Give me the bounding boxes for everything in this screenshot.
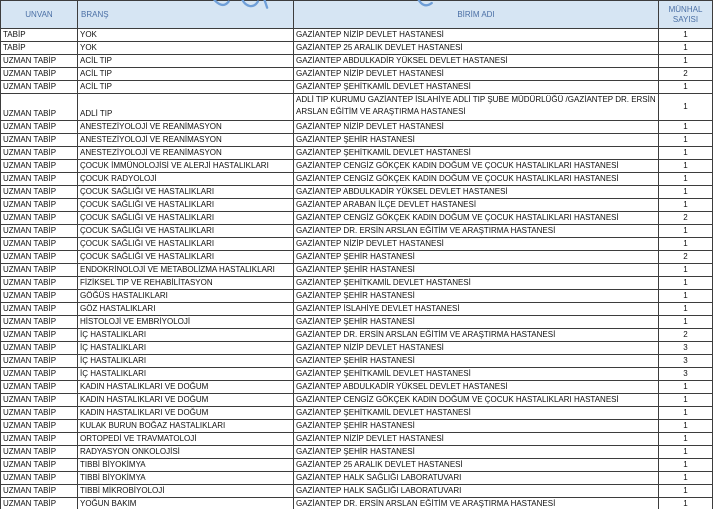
cell-birim: GAZİANTEP 25 ARALIK DEVLET HASTANESİ bbox=[294, 459, 659, 472]
cell-birim: GAZİANTEP NİZİP DEVLET HASTANESİ bbox=[294, 29, 659, 42]
cell-birim: GAZİANTEP ŞEHİR HASTANESİ bbox=[294, 316, 659, 329]
cell-unvan: UZMAN TABİP bbox=[1, 290, 78, 303]
table-row bbox=[1, 251, 713, 264]
cell-unvan: UZMAN TABİP bbox=[1, 329, 78, 342]
cell-brans: YOK bbox=[78, 42, 294, 55]
table-row bbox=[1, 342, 713, 355]
cell-birim: GAZİANTEP ŞEHİTKAMİL DEVLET HASTANESİ bbox=[294, 147, 659, 160]
cell-birim: GAZİANTEP CENGİZ GÖKÇEK KADIN DOĞUM VE ÇOCUK HASTALIKLARI HASTANESİ bbox=[294, 160, 659, 173]
header-munhal: MÜNHAL SAYISI bbox=[659, 1, 713, 29]
cell-birim: GAZİANTEP ŞEHİR HASTANESİ bbox=[294, 290, 659, 303]
cell-unvan: UZMAN TABİP bbox=[1, 381, 78, 394]
table-row bbox=[1, 68, 713, 81]
cell-brans: ANESTEZİYOLOJİ VE REANİMASYON bbox=[78, 121, 294, 134]
cell-brans: ÇOCUK SAĞLIĞI VE HASTALIKLARI bbox=[78, 212, 294, 225]
cell-munhal-sayisi: 1 bbox=[659, 199, 713, 212]
cell-unvan: UZMAN TABİP bbox=[1, 238, 78, 251]
cell-munhal-sayisi: 1 bbox=[659, 446, 713, 459]
cell-birim: GAZİANTEP ŞEHİR HASTANESİ bbox=[294, 134, 659, 147]
table-row bbox=[1, 433, 713, 446]
cell-unvan: UZMAN TABİP bbox=[1, 225, 78, 238]
cell-unvan: UZMAN TABİP bbox=[1, 485, 78, 498]
table-row bbox=[1, 485, 713, 498]
cell-unvan: UZMAN TABİP bbox=[1, 368, 78, 381]
cell-birim: GAZİANTEP 25 ARALIK DEVLET HASTANESİ bbox=[294, 42, 659, 55]
cell-birim: GAZİANTEP CENGİZ GÖKÇEK KADIN DOĞUM VE ÇOCUK HASTALIKLARI HASTANESİ bbox=[294, 173, 659, 186]
cell-munhal-sayisi: 1 bbox=[659, 134, 713, 147]
cell-munhal-sayisi: 1 bbox=[659, 472, 713, 485]
cell-brans: ACİL TIP bbox=[78, 68, 294, 81]
cell-munhal-sayisi: 2 bbox=[659, 251, 713, 264]
cell-birim: GAZİANTEP NİZİP DEVLET HASTANESİ bbox=[294, 121, 659, 134]
table-row bbox=[1, 329, 713, 342]
cell-birim: GAZİANTEP NİZİP DEVLET HASTANESİ bbox=[294, 433, 659, 446]
table-row bbox=[1, 368, 713, 381]
cell-birim: GAZİANTEP NİZİP DEVLET HASTANESİ bbox=[294, 68, 659, 81]
cell-birim: GAZİANTEP ŞEHİTKAMİL DEVLET HASTANESİ bbox=[294, 407, 659, 420]
cell-birim: GAZİANTEP DR. ERSİN ARSLAN EĞİTİM VE ARAŞTIRMA HASTANESİ bbox=[294, 225, 659, 238]
cell-munhal-sayisi: 1 bbox=[659, 42, 713, 55]
cell-brans: GÖZ HASTALIKLARI bbox=[78, 303, 294, 316]
header-birim: BİRİM ADI bbox=[294, 1, 659, 29]
cell-brans: ANESTEZİYOLOJİ VE REANİMASYON bbox=[78, 147, 294, 160]
cell-unvan: UZMAN TABİP bbox=[1, 303, 78, 316]
cell-brans: GÖĞÜS HASTALIKLARI bbox=[78, 290, 294, 303]
cell-birim: GAZİANTEP HALK SAĞLIĞI LABORATUVARI bbox=[294, 485, 659, 498]
table-row bbox=[1, 316, 713, 329]
cell-munhal-sayisi: 1 bbox=[659, 420, 713, 433]
cell-brans: HİSTOLOJİ VE EMBRİYOLOJİ bbox=[78, 316, 294, 329]
cell-birim: GAZİANTEP DR. ERSİN ARSLAN EĞİTİM VE ARAŞTIRMA HASTANESİ bbox=[294, 329, 659, 342]
table-row bbox=[1, 81, 713, 94]
table-body bbox=[1, 29, 713, 509]
table-row bbox=[1, 29, 713, 42]
cell-unvan: UZMAN TABİP bbox=[1, 173, 78, 186]
cell-birim: GAZİANTEP ABDULKADİR YÜKSEL DEVLET HASTANESİ bbox=[294, 55, 659, 68]
cell-brans: KADIN HASTALIKLARI VE DOĞUM bbox=[78, 394, 294, 407]
cell-brans: ÇOCUK SAĞLIĞI VE HASTALIKLARI bbox=[78, 225, 294, 238]
cell-brans: ÇOCUK SAĞLIĞI VE HASTALIKLARI bbox=[78, 186, 294, 199]
cell-brans: ORTOPEDİ VE TRAVMATOLOJİ bbox=[78, 433, 294, 446]
table-row bbox=[1, 446, 713, 459]
cell-birim: GAZİANTEP HALK SAĞLIĞI LABORATUVARI bbox=[294, 472, 659, 485]
cell-munhal-sayisi: 1 bbox=[659, 173, 713, 186]
cell-unvan: UZMAN TABİP bbox=[1, 186, 78, 199]
table-row bbox=[1, 121, 713, 134]
table-row bbox=[1, 277, 713, 290]
cell-birim: GAZİANTEP CENGİZ GÖKÇEK KADIN DOĞUM VE ÇOCUK HASTALIKLARI HASTANESİ bbox=[294, 394, 659, 407]
table-row bbox=[1, 160, 713, 173]
cell-unvan: UZMAN TABİP bbox=[1, 459, 78, 472]
cell-unvan: UZMAN TABİP bbox=[1, 199, 78, 212]
cell-unvan: UZMAN TABİP bbox=[1, 81, 78, 94]
cell-unvan: UZMAN TABİP bbox=[1, 94, 78, 121]
cell-unvan: UZMAN TABİP bbox=[1, 68, 78, 81]
cell-brans: ACİL TIP bbox=[78, 81, 294, 94]
table-row bbox=[1, 420, 713, 433]
table-row bbox=[1, 42, 713, 55]
cell-munhal-sayisi: 1 bbox=[659, 29, 713, 42]
cell-munhal-sayisi: 1 bbox=[659, 225, 713, 238]
cell-munhal-sayisi: 1 bbox=[659, 55, 713, 68]
cell-unvan: UZMAN TABİP bbox=[1, 472, 78, 485]
cell-unvan: TABİP bbox=[1, 29, 78, 42]
table-row bbox=[1, 134, 713, 147]
cell-brans: RADYASYON ONKOLOJİSİ bbox=[78, 446, 294, 459]
cell-birim: ADLİ TIP KURUMU GAZİANTEP İSLAHİYE ADLİ TIP ŞUBE MÜDÜRLÜĞÜ /GAZİANTEP DR. ERSİN ARSLAN EĞİTİM VE ARAŞTIRMA HASTANESİ bbox=[294, 94, 659, 121]
cell-unvan: UZMAN TABİP bbox=[1, 342, 78, 355]
cell-munhal-sayisi: 1 bbox=[659, 303, 713, 316]
table-row bbox=[1, 186, 713, 199]
table-row bbox=[1, 290, 713, 303]
cell-munhal-sayisi: 1 bbox=[659, 498, 713, 509]
cell-birim: GAZİANTEP ŞEHİR HASTANESİ bbox=[294, 264, 659, 277]
cell-birim: GAZİANTEP NİZİP DEVLET HASTANESİ bbox=[294, 238, 659, 251]
cell-munhal-sayisi: 1 bbox=[659, 316, 713, 329]
cell-brans: YOK bbox=[78, 29, 294, 42]
cell-brans: TIBBİ BİYOKİMYA bbox=[78, 459, 294, 472]
cell-brans: KADIN HASTALIKLARI VE DOĞUM bbox=[78, 407, 294, 420]
cell-unvan: UZMAN TABİP bbox=[1, 121, 78, 134]
cell-brans: TIBBİ BİYOKİMYA bbox=[78, 472, 294, 485]
cell-munhal-sayisi: 2 bbox=[659, 329, 713, 342]
cell-munhal-sayisi: 1 bbox=[659, 264, 713, 277]
cell-brans: ÇOCUK SAĞLIĞI VE HASTALIKLARI bbox=[78, 238, 294, 251]
cell-munhal-sayisi: 3 bbox=[659, 355, 713, 368]
cell-munhal-sayisi: 1 bbox=[659, 94, 713, 121]
cell-munhal-sayisi: 1 bbox=[659, 81, 713, 94]
cell-munhal-sayisi: 1 bbox=[659, 290, 713, 303]
cell-munhal-sayisi: 1 bbox=[659, 238, 713, 251]
cell-unvan: UZMAN TABİP bbox=[1, 160, 78, 173]
cell-birim: GAZİANTEP ŞEHİR HASTANESİ bbox=[294, 355, 659, 368]
cell-unvan: UZMAN TABİP bbox=[1, 212, 78, 225]
cell-unvan: UZMAN TABİP bbox=[1, 55, 78, 68]
cell-birim: GAZİANTEP CENGİZ GÖKÇEK KADIN DOĞUM VE ÇOCUK HASTALIKLARI HASTANESİ bbox=[294, 212, 659, 225]
cell-brans: ANESTEZİYOLOJİ VE REANİMASYON bbox=[78, 134, 294, 147]
cell-munhal-sayisi: 1 bbox=[659, 186, 713, 199]
cell-brans: ÇOCUK SAĞLIĞI VE HASTALIKLARI bbox=[78, 251, 294, 264]
cell-munhal-sayisi: 2 bbox=[659, 68, 713, 81]
cell-birim: GAZİANTEP ŞEHİTKAMİL DEVLET HASTANESİ bbox=[294, 368, 659, 381]
cell-unvan: UZMAN TABİP bbox=[1, 264, 78, 277]
cell-birim: GAZİANTEP ŞEHİR HASTANESİ bbox=[294, 446, 659, 459]
cell-brans: TIBBİ MİKROBİYOLOJİ bbox=[78, 485, 294, 498]
cell-munhal-sayisi: 1 bbox=[659, 433, 713, 446]
cell-brans: KULAK BURUN BOĞAZ HASTALIKLARI bbox=[78, 420, 294, 433]
table-row bbox=[1, 459, 713, 472]
cell-brans: ÇOCUK SAĞLIĞI VE HASTALIKLARI bbox=[78, 199, 294, 212]
table-row bbox=[1, 264, 713, 277]
table-row bbox=[1, 199, 713, 212]
header-brans: BRANŞ bbox=[78, 1, 294, 29]
cell-munhal-sayisi: 1 bbox=[659, 459, 713, 472]
cell-birim: GAZİANTEP NİZİP DEVLET HASTANESİ bbox=[294, 342, 659, 355]
cell-unvan: UZMAN TABİP bbox=[1, 498, 78, 509]
cell-birim: GAZİANTEP ABDULKADİR YÜKSEL DEVLET HASTANESİ bbox=[294, 186, 659, 199]
cell-brans: ÇOCUK RADYOLOJİ bbox=[78, 173, 294, 186]
table-row bbox=[1, 225, 713, 238]
cell-unvan: UZMAN TABİP bbox=[1, 316, 78, 329]
cell-munhal-sayisi: 1 bbox=[659, 485, 713, 498]
cell-unvan: TABİP bbox=[1, 42, 78, 55]
cell-brans: KADIN HASTALIKLARI VE DOĞUM bbox=[78, 381, 294, 394]
cell-munhal-sayisi: 1 bbox=[659, 277, 713, 290]
table-row bbox=[1, 238, 713, 251]
cell-munhal-sayisi: 2 bbox=[659, 212, 713, 225]
table-row bbox=[1, 394, 713, 407]
table-row bbox=[1, 55, 713, 68]
table-row bbox=[1, 472, 713, 485]
cell-birim: GAZİANTEP ŞEHİR HASTANESİ bbox=[294, 251, 659, 264]
cell-unvan: UZMAN TABİP bbox=[1, 147, 78, 160]
cell-brans: İÇ HASTALIKLARI bbox=[78, 329, 294, 342]
cell-brans: ÇOCUK İMMÜNOLOJİSİ VE ALERJİ HASTALIKLARI bbox=[78, 160, 294, 173]
cell-birim: GAZİANTEP ŞEHİTKAMİL DEVLET HASTANESİ bbox=[294, 81, 659, 94]
cell-unvan: UZMAN TABİP bbox=[1, 407, 78, 420]
cell-unvan: UZMAN TABİP bbox=[1, 134, 78, 147]
cell-birim: GAZİANTEP İSLAHİYE DEVLET HASTANESİ bbox=[294, 303, 659, 316]
cell-unvan: UZMAN TABİP bbox=[1, 433, 78, 446]
cell-unvan: UZMAN TABİP bbox=[1, 394, 78, 407]
header-row bbox=[1, 1, 713, 29]
table-row bbox=[1, 355, 713, 368]
cell-brans: İÇ HASTALIKLARI bbox=[78, 355, 294, 368]
cell-unvan: UZMAN TABİP bbox=[1, 420, 78, 433]
cell-birim: GAZİANTEP ABDULKADİR YÜKSEL DEVLET HASTANESİ bbox=[294, 381, 659, 394]
cell-munhal-sayisi: 3 bbox=[659, 368, 713, 381]
cell-brans: İÇ HASTALIKLARI bbox=[78, 342, 294, 355]
cell-birim: GAZİANTEP ŞEHİTKAMİL DEVLET HASTANESİ bbox=[294, 277, 659, 290]
table-row bbox=[1, 381, 713, 394]
cell-munhal-sayisi: 1 bbox=[659, 160, 713, 173]
cell-birim: GAZİANTEP DR. ERSİN ARSLAN EĞİTİM VE ARAŞTIRMA HASTANESİ bbox=[294, 498, 659, 509]
table-row bbox=[1, 212, 713, 225]
cell-birim: GAZİANTEP ARABAN İLÇE DEVLET HASTANESİ bbox=[294, 199, 659, 212]
cell-brans: ENDOKRİNOLOJİ VE METABOLİZMA HASTALIKLARI bbox=[78, 264, 294, 277]
header-unvan: UNVAN bbox=[1, 1, 78, 29]
table-row bbox=[1, 147, 713, 160]
cell-munhal-sayisi: 1 bbox=[659, 407, 713, 420]
cell-munhal-sayisi: 1 bbox=[659, 381, 713, 394]
cell-brans: İÇ HASTALIKLARI bbox=[78, 368, 294, 381]
table-row bbox=[1, 498, 713, 509]
cell-unvan: UZMAN TABİP bbox=[1, 277, 78, 290]
cell-munhal-sayisi: 1 bbox=[659, 394, 713, 407]
table-row bbox=[1, 407, 713, 420]
cell-birim: GAZİANTEP ŞEHİR HASTANESİ bbox=[294, 420, 659, 433]
cell-munhal-sayisi: 3 bbox=[659, 342, 713, 355]
cell-unvan: UZMAN TABİP bbox=[1, 446, 78, 459]
cell-unvan: UZMAN TABİP bbox=[1, 355, 78, 368]
cell-brans: YOĞUN BAKIM bbox=[78, 498, 294, 509]
cell-unvan: UZMAN TABİP bbox=[1, 251, 78, 264]
cell-brans: ADLİ TIP bbox=[78, 94, 294, 121]
cell-munhal-sayisi: 1 bbox=[659, 121, 713, 134]
table-row bbox=[1, 173, 713, 186]
cell-munhal-sayisi: 1 bbox=[659, 147, 713, 160]
cell-brans: ACİL TIP bbox=[78, 55, 294, 68]
table-row bbox=[1, 303, 713, 316]
table-row bbox=[1, 94, 713, 121]
cell-brans: FİZİKSEL TIP VE REHABİLİTASYON bbox=[78, 277, 294, 290]
